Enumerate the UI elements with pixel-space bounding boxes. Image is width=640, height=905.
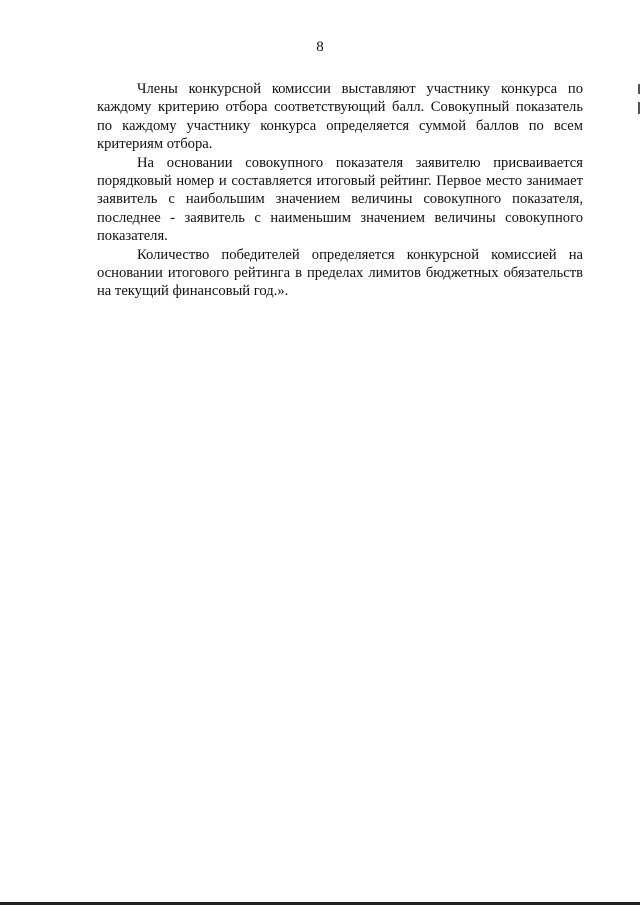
page-number: 8	[316, 39, 324, 55]
paragraph-winners: Количество победителей определяется конкурсной комиссией на основании итогового рейтинга в пределах лимитов бюджетных обязательств на текущий финансовый год.».	[97, 246, 583, 300]
document-body	[97, 80, 583, 301]
paragraph-scoring: Члены конкурсной комиссии выставляют участнику конкурса по каждому критерию отбора соответствующий балл. Совокупный показатель по каждому участнику конкурса определяется суммой баллов по всем критериям отбора.	[97, 81, 583, 153]
paragraph-rating: На основании совокупного показателя заявителю присваивается порядковый номер и составляется итоговый рейтинг. Первое место занимает заявитель с наибольшим значением величины совокупного показателя, последнее - заявитель с наименьшим значением величины совокупного показателя.	[97, 154, 583, 245]
